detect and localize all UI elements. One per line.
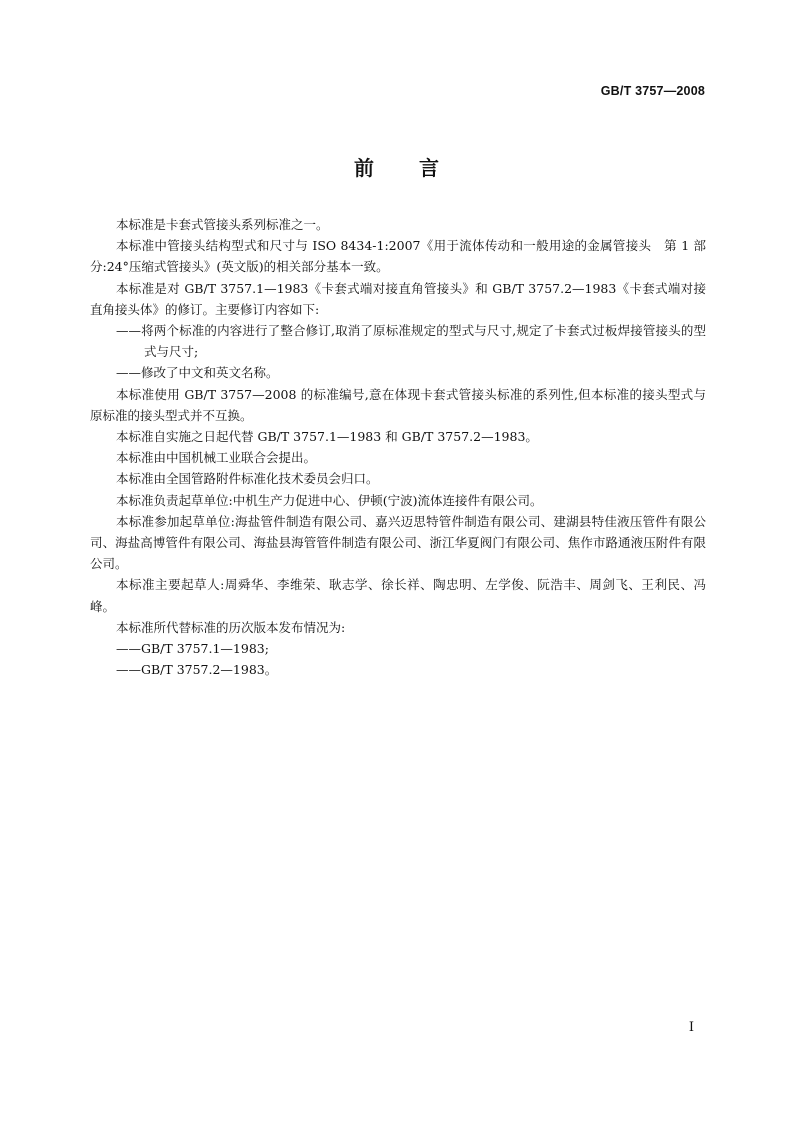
paragraph-replacement: 本标准自实施之日起代替 GB/T 3757.1—1983 和 GB/T 3757.2—1983。 <box>116 429 538 445</box>
paragraph-responsible-drafter: 本标准负责起草单位:中机生产力促进中心、伊顿(宁波)流体连接件有限公司。 <box>116 492 543 508</box>
history-item-2: ——GB/T 3757.2—1983。 <box>116 662 278 678</box>
revision-item-1: ——将两个标准的内容进行了整合修订,取消了原标准规定的型式与尺寸,规定了卡套式过板焊接管接头的型式与尺寸; <box>116 323 706 360</box>
paragraph-participating-drafters: 本标准参加起草单位:海盐管件制造有限公司、嘉兴迈思特管件制造有限公司、建湖县特佳液压管件有限公司、海盐高博管件有限公司、海盐县海管管件制造有限公司、浙江华夏阀门有限公司、焦作市路通液压附件有限公司。 <box>90 513 706 572</box>
history-item-1: ——GB/T 3757.1—1983; <box>116 641 269 657</box>
page-number: I <box>688 1020 694 1035</box>
revision-item-2: ——修改了中文和英文名称。 <box>116 365 279 381</box>
paragraph-revision: 本标准是对 GB/T 3757.1—1983《卡套式端对接直角管接头》和 GB/T 3757.2—1983《卡套式端对接直角接头体》的修订。主要修订内容如下: <box>90 280 706 317</box>
paragraph-proposer: 本标准由中国机械工业联合会提出。 <box>116 450 317 466</box>
standard-code: GB/T 3757—2008 <box>600 84 705 98</box>
paragraph-main-drafters: 本标准主要起草人:周舜华、李维荣、耿志学、徐长祥、陶忠明、左学俊、阮浩丰、周剑飞、王利民、冯峰。 <box>90 577 706 614</box>
title-char-1: 前 <box>354 156 375 180</box>
paragraph-iso-equivalence: 本标准中管接头结构型式和尺寸与 ISO 8434-1:2007《用于流体传动和一般用途的金属管接头 第 1 部分:24°压缩式管接头》(英文版)的相关部分基本一致。 <box>90 238 706 275</box>
title-char-2: 言 <box>419 156 440 180</box>
page-title <box>0 152 794 181</box>
foreword-body <box>90 214 706 680</box>
paragraph-series: 本标准是卡套式管接头系列标准之一。 <box>116 217 329 232</box>
paragraph-history-intro: 本标准所代替标准的历次版本发布情况为: <box>116 619 346 635</box>
paragraph-committee: 本标准由全国管路附件标准化技术委员会归口。 <box>116 471 379 487</box>
paragraph-numbering: 本标准使用 GB/T 3757—2008 的标准编号,意在体现卡套式管接头标准的系列性,但本标准的接头型式与原标准的接头型式并不互换。 <box>90 386 706 423</box>
